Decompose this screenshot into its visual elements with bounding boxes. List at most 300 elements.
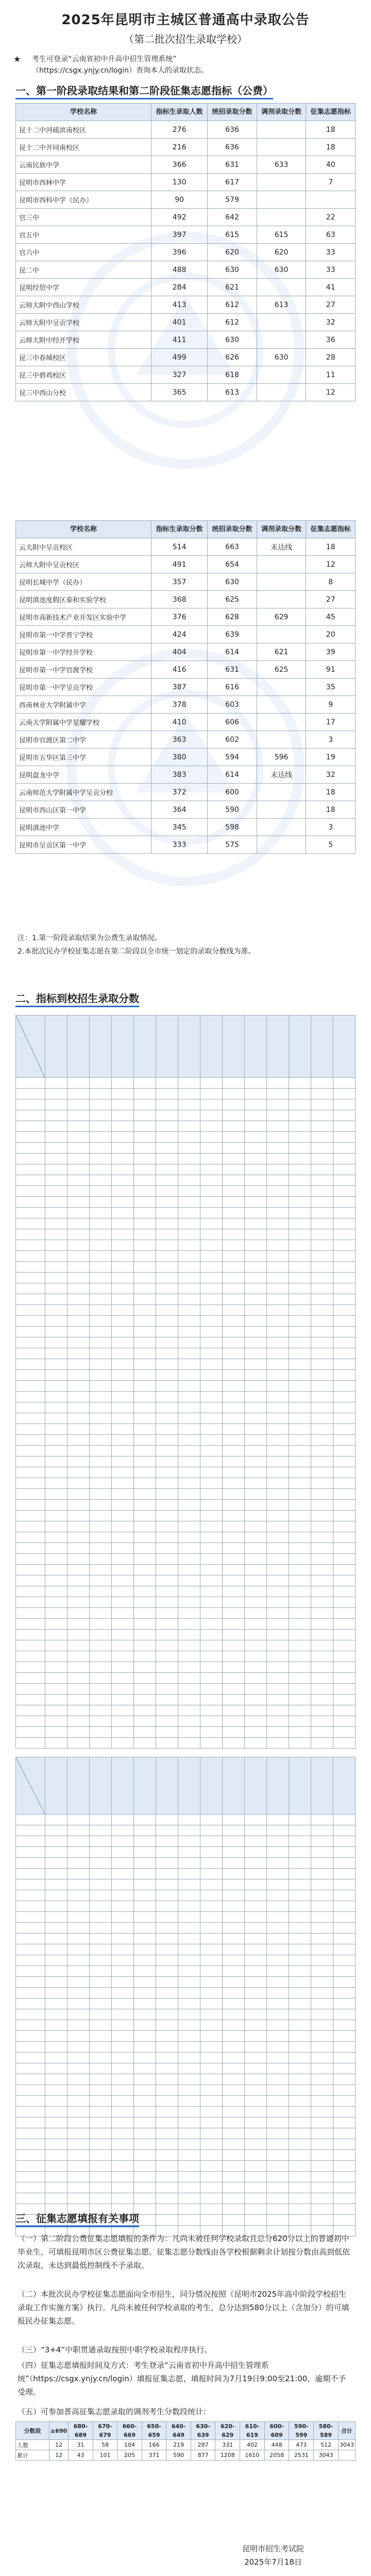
- score-cell: [45, 1456, 68, 1467]
- middle-school-cell: [16, 1348, 45, 1359]
- table-row: [16, 244, 356, 261]
- value-cell: 371: [142, 2450, 166, 2461]
- score-cell: [90, 1586, 112, 1597]
- score-cell: [134, 1402, 156, 1413]
- score-cell: [68, 1164, 90, 1175]
- score-cell: [200, 1511, 223, 1521]
- score-cell: [311, 1229, 333, 1240]
- score-cell: [200, 1944, 223, 1955]
- score-cell: [289, 1836, 311, 1847]
- score-cell: [45, 1879, 68, 1890]
- table-row: [16, 1294, 356, 1305]
- score-cell: [200, 2009, 223, 2020]
- value-cell: 654: [208, 556, 257, 573]
- score-cell: [112, 1208, 134, 1218]
- score-cell: [200, 1327, 223, 1337]
- score-cell: [134, 1359, 156, 1370]
- value-cell: 491: [151, 556, 208, 573]
- score-cell: [112, 2009, 134, 2020]
- middle-school-cell: [16, 1305, 45, 1316]
- score-cell: [245, 1521, 267, 1532]
- score-cell: [178, 1197, 200, 1208]
- score-cell: [178, 2107, 200, 2117]
- table-row: [16, 1955, 356, 1966]
- value-cell: 630: [208, 331, 257, 349]
- score-cell: [311, 1847, 333, 1858]
- score-cell: [90, 1673, 112, 1684]
- score-cell: [311, 1532, 333, 1543]
- score-cell: [68, 1099, 90, 1110]
- score-cell: [289, 1175, 311, 1186]
- score-cell: [68, 2063, 90, 2074]
- score-cell: [245, 2063, 267, 2074]
- section-heading-2: 二、指标到校招生录取分数: [15, 990, 356, 1005]
- score-cell: [289, 2096, 311, 2107]
- issue-date: 2025年7月18日: [244, 2557, 302, 2567]
- table-row: [16, 1143, 356, 1154]
- score-cell: [289, 1359, 311, 1370]
- score-cell: [90, 1154, 112, 1164]
- score-cell: [289, 1089, 311, 1099]
- score-cell: [45, 1208, 68, 1218]
- table-row: [16, 836, 356, 854]
- score-cell: [156, 1575, 178, 1586]
- score-cell: [333, 2128, 356, 2139]
- score-cell: [134, 1912, 156, 1923]
- score-cell: [156, 1836, 178, 1847]
- school-name-cell: 昆明滇池度假区泰和实验学校: [16, 591, 151, 608]
- score-cell: [200, 1164, 223, 1175]
- score-cell: [200, 2117, 223, 2128]
- score-cell: [156, 1815, 178, 1825]
- score-cell: [333, 2085, 356, 2096]
- score-cell: [223, 1705, 245, 1716]
- score-cell: [267, 2031, 289, 2042]
- score-cell: [311, 1836, 333, 1847]
- score-cell: [134, 1694, 156, 1705]
- score-cell: [200, 2128, 223, 2139]
- middle-school-cell: [16, 1521, 45, 1532]
- score-cell: [223, 1467, 245, 1478]
- value-cell: 101: [93, 2450, 117, 2461]
- middle-school-cell: [16, 2031, 45, 2042]
- score-cell: [45, 1858, 68, 1869]
- score-cell: [45, 2107, 68, 2117]
- score-cell: [156, 1890, 178, 1901]
- value-cell: 276: [151, 121, 208, 139]
- score-cell: [267, 1359, 289, 1370]
- score-cell: [267, 1099, 289, 1110]
- table-row: [16, 1554, 356, 1565]
- score-cell: [333, 1554, 356, 1565]
- score-cell: [90, 2063, 112, 2074]
- score-cell: [134, 2085, 156, 2096]
- value-cell: 12: [49, 2440, 69, 2450]
- score-cell: [333, 1955, 356, 1966]
- score-cell: [311, 1630, 333, 1640]
- score-cell: [333, 1500, 356, 1511]
- score-cell: [112, 1078, 134, 1089]
- score-cell: [45, 1575, 68, 1586]
- score-cell: [45, 1402, 68, 1413]
- score-cell: [90, 1543, 112, 1554]
- score-cell: [267, 2053, 289, 2063]
- score-cell: [134, 1966, 156, 1977]
- score-cell: [267, 1218, 289, 1229]
- middle-school-cell: [16, 1705, 45, 1716]
- value-cell: 3043: [314, 2450, 339, 2461]
- score-cell: [45, 2139, 68, 2150]
- middle-school-cell: [16, 2107, 45, 2117]
- score-cell: [223, 1923, 245, 1934]
- score-cell: [178, 1597, 200, 1608]
- score-cell: [68, 1608, 90, 1619]
- score-cell: [134, 2042, 156, 2053]
- score-cell: [134, 1251, 156, 1262]
- score-cell: [90, 1283, 112, 1294]
- score-cell: [90, 1608, 112, 1619]
- table-row: [16, 556, 356, 573]
- middle-school-cell: [16, 1099, 45, 1110]
- score-cell: [45, 1543, 68, 1554]
- table-row: [16, 1988, 356, 1998]
- score-cell: [333, 1608, 356, 1619]
- score-cell: [333, 2117, 356, 2128]
- score-cell: [90, 1869, 112, 1879]
- score-cell: [156, 2063, 178, 2074]
- score-cell: [178, 1879, 200, 1890]
- section-heading-3: 三、征集志愿填报有关事项: [15, 2210, 356, 2225]
- score-cell: [134, 1815, 156, 1825]
- score-cell: [68, 1467, 90, 1478]
- score-cell: [156, 2172, 178, 2182]
- score-cell: [223, 2053, 245, 2063]
- score-cell: [289, 2117, 311, 2128]
- value-cell: 512: [314, 2440, 339, 2450]
- score-cell: [267, 2107, 289, 2117]
- score-cell: [333, 1229, 356, 1240]
- score-cell: [311, 1489, 333, 1500]
- score-cell: [267, 1511, 289, 1521]
- value-cell: 626: [208, 349, 257, 366]
- score-cell: [289, 1392, 311, 1402]
- score-cell: [289, 1467, 311, 1478]
- score-cell: [156, 1305, 178, 1316]
- score-cell: [178, 1575, 200, 1586]
- score-cell: [245, 1575, 267, 1586]
- table-row: [16, 1218, 356, 1229]
- score-cell: [112, 1337, 134, 1348]
- score-cell: [90, 2150, 112, 2161]
- score-cell: [289, 1912, 311, 1923]
- score-cell: [223, 2193, 245, 2204]
- score-cell: [200, 2042, 223, 2053]
- score-cell: [156, 1197, 178, 1208]
- score-cell: [112, 1197, 134, 1208]
- score-cell: [112, 1478, 134, 1489]
- score-cell: [289, 1825, 311, 1836]
- score-cell: [134, 1456, 156, 1467]
- score-cell: [68, 1543, 90, 1554]
- score-cell: [178, 1640, 200, 1651]
- score-cell: [245, 2150, 267, 2161]
- column-header: 590-599: [289, 2422, 314, 2440]
- score-cell: [245, 1869, 267, 1879]
- table-row: [16, 1467, 356, 1478]
- score-cell: [156, 1446, 178, 1456]
- score-cell: [112, 2139, 134, 2150]
- score-cell: [112, 1608, 134, 1619]
- score-cell: [200, 1186, 223, 1197]
- value-cell: 613: [257, 296, 306, 314]
- middle-school-cell: [16, 1456, 45, 1467]
- score-cell: [178, 1847, 200, 1858]
- score-cell: [200, 1716, 223, 1727]
- score-cell: [156, 1500, 178, 1511]
- score-cell: [311, 2172, 333, 2182]
- score-cell: [267, 1381, 289, 1392]
- score-cell: [333, 1630, 356, 1640]
- score-cell: [178, 1554, 200, 1565]
- score-cell: [200, 1662, 223, 1673]
- table-row: [16, 261, 356, 279]
- middle-school-cell: [16, 1966, 45, 1977]
- score-cell: [178, 2074, 200, 2085]
- score-cell: [112, 1543, 134, 1554]
- middle-school-cell: [16, 1543, 45, 1554]
- score-cell: [178, 1825, 200, 1836]
- score-cell: [223, 1435, 245, 1446]
- score-cell: [178, 1348, 200, 1359]
- value-cell: 18: [306, 784, 356, 801]
- middle-school-cell: [16, 1316, 45, 1327]
- score-cell: [245, 2074, 267, 2085]
- score-cell: [245, 2042, 267, 2053]
- table-row: [16, 1836, 356, 1847]
- score-cell: [311, 1988, 333, 1998]
- score-cell: [200, 1966, 223, 1977]
- paragraph-1: （一）第二阶段公费征集志愿填报的条件为：凡尚未被任何学校录取且总分620分以上的普通初中毕业生，可填报昆明市区公费征集志愿。征集志愿分数线由各学校根据剩余计划按分数由高到低依次录取，未达到最低控制线不予录取。: [18, 2234, 350, 2270]
- score-cell: [267, 1456, 289, 1467]
- score-cell: [333, 1901, 356, 1912]
- score-cell: [68, 1619, 90, 1630]
- middle-school-cell: [16, 1944, 45, 1955]
- score-cell: [200, 1912, 223, 1923]
- score-cell: [45, 2161, 68, 2172]
- score-cell: [267, 1988, 289, 1998]
- value-cell: [257, 626, 306, 643]
- score-cell: [289, 1705, 311, 1716]
- score-cell: [90, 1316, 112, 1327]
- middle-school-cell: [16, 2042, 45, 2053]
- score-cell: [134, 1099, 156, 1110]
- score-cell: [178, 1858, 200, 1869]
- table-row: [16, 296, 356, 314]
- value-cell: 514: [151, 538, 208, 556]
- middle-school-cell: [16, 1532, 45, 1543]
- score-cell: [267, 2042, 289, 2053]
- score-cell: [223, 1998, 245, 2009]
- score-cell: [90, 1489, 112, 1500]
- score-cell: [200, 2053, 223, 2063]
- score-cell: [134, 1218, 156, 1229]
- middle-school-cell: [16, 1218, 45, 1229]
- score-cell: [311, 1337, 333, 1348]
- table-row: [16, 1456, 356, 1467]
- score-cell: [289, 1944, 311, 1955]
- score-cell: [134, 1998, 156, 2009]
- school-name-cell: 昆明市高新技术产业开发区实验中学: [16, 608, 151, 626]
- score-cell: [333, 2107, 356, 2117]
- score-cell: [289, 1273, 311, 1283]
- value-cell: 104: [117, 2440, 142, 2450]
- middle-school-cell: [16, 2117, 45, 2128]
- score-cell: [333, 1532, 356, 1543]
- score-cell: [245, 1456, 267, 1467]
- score-cell: [200, 1392, 223, 1402]
- score-cell: [45, 2172, 68, 2182]
- score-cell: [45, 2085, 68, 2096]
- middle-school-cell: [16, 1630, 45, 1640]
- score-cell: [223, 1089, 245, 1099]
- score-cell: [112, 1251, 134, 1262]
- middle-school-cell: [16, 1565, 45, 1575]
- score-cell: [112, 2150, 134, 2161]
- value-cell: 877: [191, 2450, 215, 2461]
- value-cell: 625: [208, 591, 257, 608]
- score-cell: [112, 1988, 134, 1998]
- value-cell: 12: [306, 556, 356, 573]
- value-cell: 45: [306, 608, 356, 626]
- score-cell: [223, 1143, 245, 1154]
- score-cell: [311, 2020, 333, 2031]
- score-cell: [311, 2096, 333, 2107]
- score-cell: [178, 2128, 200, 2139]
- score-cell: [245, 1944, 267, 1955]
- score-cell: [289, 1521, 311, 1532]
- school-name-cell: 昆明滇池中学: [16, 819, 151, 836]
- score-cell: [245, 2139, 267, 2150]
- score-cell: [267, 1532, 289, 1543]
- score-cell: [245, 1446, 267, 1456]
- score-cell: [289, 2085, 311, 2096]
- score-cell: [223, 1955, 245, 1966]
- score-cell: [156, 1977, 178, 1988]
- score-cell: [245, 1121, 267, 1132]
- score-cell: [333, 1565, 356, 1575]
- value-cell: 636: [208, 139, 257, 156]
- score-cell: [45, 1955, 68, 1966]
- score-cell: [68, 1630, 90, 1640]
- value-cell: 216: [151, 139, 208, 156]
- score-cell: [68, 1815, 90, 1825]
- score-cell: [223, 1370, 245, 1381]
- score-cell: [156, 1934, 178, 1944]
- score-cell: [112, 2031, 134, 2042]
- score-cell: [68, 1879, 90, 1890]
- table-row: [16, 1229, 356, 1240]
- value-cell: [257, 279, 306, 296]
- score-cell: [134, 1197, 156, 1208]
- value-cell: 364: [151, 801, 208, 819]
- notice-block: [13, 54, 346, 76]
- score-cell: [289, 1435, 311, 1446]
- score-cell: [156, 2096, 178, 2107]
- score-cell: [68, 1901, 90, 1912]
- score-cell: [134, 2117, 156, 2128]
- note-line: 2.本批次民办学校征集志愿在第二阶段以全市统一划定的录取分数线为准。: [18, 947, 256, 956]
- middle-school-cell: [16, 1327, 45, 1337]
- score-cell: [178, 1565, 200, 1575]
- score-cell: [68, 1890, 90, 1901]
- score-cell: [267, 1489, 289, 1500]
- score-cell: [134, 1923, 156, 1934]
- table-row: [16, 1608, 356, 1619]
- value-cell: 18: [306, 801, 356, 819]
- notice-link[interactable]: （https://csgx.ynjy.cn/login）查询本人的录取状态。: [32, 66, 208, 75]
- school-name-cell: 云师大附中西山学校: [16, 296, 151, 314]
- score-cell: [68, 1218, 90, 1229]
- score-cell: [178, 1099, 200, 1110]
- middle-school-cell: [16, 1575, 45, 1586]
- score-cell: [112, 1912, 134, 1923]
- score-cell: [223, 1727, 245, 1738]
- score-cell: [333, 2182, 356, 2193]
- score-cell: [267, 1294, 289, 1305]
- score-cell: [223, 1392, 245, 1402]
- value-cell: 631: [208, 661, 257, 679]
- score-cell: [156, 1262, 178, 1273]
- school-header-cell: [112, 1015, 134, 1078]
- score-cell: [45, 1923, 68, 1934]
- score-cell: [112, 1186, 134, 1197]
- middle-school-cell: [16, 1424, 45, 1435]
- score-cell: [68, 1825, 90, 1836]
- score-cell: [90, 2042, 112, 2053]
- value-cell: 590: [166, 2450, 191, 2461]
- score-cell: [90, 1175, 112, 1186]
- score-cell: [68, 1847, 90, 1858]
- score-cell: [267, 2009, 289, 2020]
- score-cell: [333, 1988, 356, 1998]
- score-cell: [311, 1208, 333, 1218]
- score-cell: [156, 2042, 178, 2053]
- table-row: [16, 573, 356, 591]
- score-cell: [90, 1099, 112, 1110]
- score-cell: [223, 1132, 245, 1143]
- school-name-cell: 昆明市呈贡区第一中学: [16, 836, 151, 854]
- score-cell: [45, 1521, 68, 1532]
- middle-school-cell: [16, 1998, 45, 2009]
- score-cell: [90, 2107, 112, 2117]
- score-cell: [223, 1154, 245, 1164]
- score-cell: [311, 1901, 333, 1912]
- score-cell: [289, 2172, 311, 2182]
- score-cell: [311, 1998, 333, 2009]
- score-cell: [156, 1110, 178, 1121]
- score-cell: [289, 2042, 311, 2053]
- score-cell: [112, 1977, 134, 1988]
- score-cell: [68, 1934, 90, 1944]
- score-cell: [178, 1944, 200, 1955]
- score-cell: [267, 1901, 289, 1912]
- score-cell: [311, 1575, 333, 1586]
- score-cell: [45, 1944, 68, 1955]
- score-cell: [245, 1543, 267, 1554]
- score-cell: [267, 1608, 289, 1619]
- score-cell: [223, 1836, 245, 1847]
- score-cell: [223, 2085, 245, 2096]
